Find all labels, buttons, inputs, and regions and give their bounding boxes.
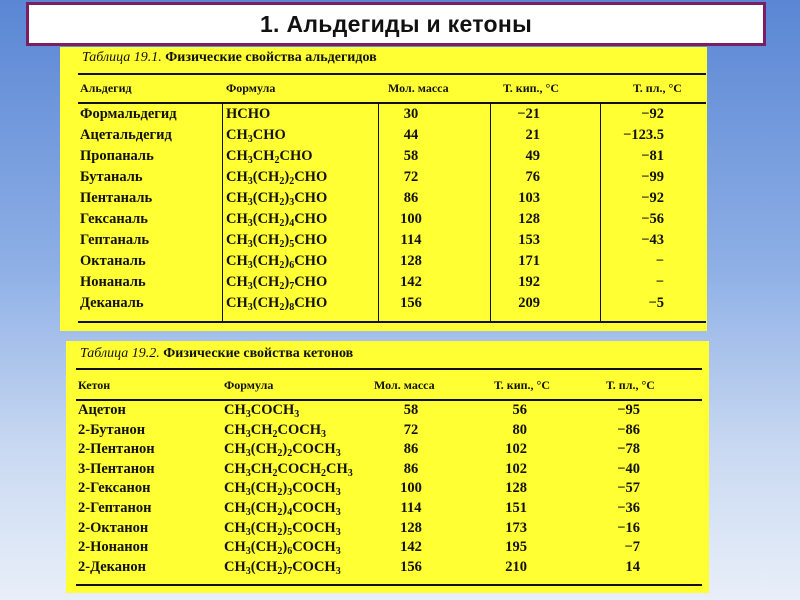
row-name: 2-Деканон (78, 558, 147, 575)
row-mp: 14 (625, 558, 640, 575)
ketones-header-mass: Мол. масса (374, 378, 435, 392)
row-formula (224, 500, 341, 517)
row-mass: 100 (400, 480, 422, 497)
row-bp: 21 (525, 127, 540, 143)
row-mp: −99 (641, 169, 664, 185)
formula-part: COCH (292, 539, 336, 556)
row-bp: 76 (525, 169, 540, 185)
formula-part: CHO (294, 190, 328, 206)
formula-subscript: 2 (277, 448, 283, 460)
formula-part: ) (284, 274, 290, 290)
formula-subscript: 2 (279, 176, 285, 187)
row-bp: 210 (505, 558, 527, 575)
row-name: Октаналь (80, 253, 146, 269)
formula-subscript: 3 (247, 134, 253, 145)
formula-subscript: 3 (347, 467, 353, 479)
row-name: Гептаналь (80, 232, 149, 248)
formula-subscript: 3 (247, 260, 253, 271)
row-formula (226, 148, 313, 165)
formula-subscript: 3 (245, 507, 251, 518)
formula-part: CH (226, 127, 248, 143)
formula-subscript: 2 (289, 176, 295, 187)
formula-part: CHO (294, 232, 328, 248)
row-bp: 102 (505, 441, 527, 458)
row-bp: 128 (518, 211, 540, 227)
row-mp: −123.5 (623, 127, 664, 143)
formula-subscript: 3 (294, 409, 300, 420)
formula-part: COCH (292, 519, 336, 536)
row-formula (226, 274, 327, 291)
formula-subscript: 6 (289, 260, 295, 271)
row-name: Пентаналь (80, 190, 153, 206)
formula-part: CH (326, 460, 348, 477)
row-bp: 192 (518, 274, 540, 290)
formula-subscript: 3 (247, 239, 253, 250)
formula-part: CHO (294, 274, 328, 290)
formula-part: (CH (250, 480, 278, 497)
formula-subscript: 3 (245, 565, 251, 577)
row-formula (224, 520, 341, 537)
row-mp: −36 (617, 500, 640, 516)
row-mp: −92 (641, 106, 664, 122)
formula-part: ) (282, 519, 288, 536)
formula-part: ) (282, 558, 288, 575)
row-bp: 173 (505, 519, 527, 536)
aldehydes-header-name: Альдегид (80, 81, 132, 95)
row-mass: 142 (400, 274, 422, 290)
formula-part: (CH (250, 441, 278, 458)
formula-part: COCH (292, 558, 336, 575)
row-formula (226, 190, 327, 207)
formula-part: (CH (250, 558, 278, 575)
row-name: 3-Пентанон (78, 460, 155, 477)
slide-title-box (26, 2, 766, 46)
ketones-caption-text: Физические свойства кетонов (163, 346, 354, 361)
aldehydes-caption-text: Физические свойства альдегидов (165, 50, 377, 65)
row-mass: 156 (400, 295, 422, 311)
formula-part: ) (284, 211, 290, 227)
formula-subscript: 2 (272, 467, 278, 479)
row-mass: 114 (400, 500, 422, 516)
formula-part: CH (224, 460, 246, 477)
formula-subscript: 3 (335, 565, 341, 577)
formula-subscript: 4 (289, 218, 295, 229)
formula-subscript: 3 (247, 176, 253, 187)
row-mass: 72 (403, 421, 419, 438)
row-mass: 58 (403, 402, 419, 418)
formula-subscript: 2 (279, 260, 285, 271)
formula-part: CH (252, 148, 275, 164)
formula-part: COCH (292, 480, 336, 497)
aldehydes-header-rule (78, 102, 706, 104)
formula-part: CH (226, 148, 248, 164)
formula-part: CH (250, 421, 273, 438)
formula-part: ) (282, 480, 288, 497)
ketones-header-bp: Т. кип., °С (494, 378, 551, 392)
aldehydes-header-mass: Мол. масса (388, 81, 449, 95)
formula-subscript: 2 (274, 155, 280, 166)
row-mp: −5 (648, 295, 664, 311)
row-name: Нонаналь (80, 274, 146, 290)
aldehydes-header-formula: Формула (226, 81, 276, 95)
formula-subscript: 6 (287, 546, 293, 558)
formula-subscript: 2 (279, 281, 285, 292)
formula-subscript: 3 (245, 487, 251, 499)
ketones-table (66, 341, 709, 593)
formula-part: ) (284, 295, 290, 311)
row-mp: −95 (617, 402, 640, 418)
row-mass: 86 (403, 190, 419, 206)
formula-subscript: 3 (335, 487, 341, 499)
row-mp: −56 (641, 211, 664, 227)
formula-part: CH (224, 539, 246, 556)
formula-subscript: 2 (277, 565, 283, 577)
formula-subscript: 3 (245, 428, 251, 440)
row-formula (226, 295, 327, 312)
formula-part: (CH (250, 539, 278, 556)
aldehydes-col-divider (600, 104, 601, 322)
formula-part: (CH (252, 295, 280, 311)
formula-subscript: 2 (277, 507, 283, 518)
row-formula (224, 539, 341, 556)
formula-part: ) (284, 232, 290, 248)
row-formula (224, 480, 341, 497)
formula-subscript: 3 (245, 546, 251, 558)
row-bp: 103 (518, 190, 540, 206)
row-mass: 156 (400, 558, 422, 575)
row-formula (226, 127, 286, 144)
ketones-caption-number: Таблица 19.2. (80, 346, 160, 361)
aldehydes-col-divider (490, 104, 491, 322)
formula-part: ) (282, 539, 288, 556)
formula-subscript: 3 (289, 197, 295, 208)
formula-subscript: 2 (321, 467, 326, 479)
row-formula (224, 461, 353, 478)
row-name: Ацетон (78, 402, 126, 418)
formula-part: CH (226, 169, 248, 185)
row-mass: 86 (403, 441, 419, 458)
formula-subscript: 3 (247, 155, 253, 166)
formula-part: COCH (277, 421, 321, 438)
formula-part: CH (226, 295, 248, 311)
formula-subscript: 3 (287, 487, 293, 499)
formula-part: CH (226, 274, 248, 290)
formula-subscript: 2 (277, 487, 283, 499)
formula-subscript: 2 (272, 428, 278, 440)
row-formula (226, 106, 270, 123)
ketones-header-rule (76, 399, 702, 401)
formula-subscript: 3 (321, 428, 326, 440)
row-mp: −86 (617, 421, 640, 438)
ketones-header-formula: Формула (224, 378, 274, 392)
formula-part: CH (224, 480, 246, 497)
row-bp: 128 (505, 480, 527, 497)
formula-part: CH (250, 460, 273, 477)
row-name: 2-Бутанон (78, 421, 146, 438)
row-name: 2-Нонанон (78, 539, 149, 556)
row-name: Гексаналь (80, 211, 148, 227)
formula-part: HCHO (226, 106, 271, 122)
formula-subscript: 2 (279, 218, 285, 229)
formula-part: ) (284, 253, 290, 269)
formula-subscript: 3 (245, 448, 251, 460)
formula-subscript: 2 (279, 302, 285, 313)
row-mass: 114 (400, 232, 422, 248)
formula-part: (CH (252, 232, 280, 248)
formula-part: CHO (252, 127, 286, 143)
row-formula (226, 169, 327, 186)
row-bp: 153 (518, 232, 540, 248)
formula-subscript: 5 (289, 239, 295, 250)
row-bp: 56 (512, 402, 527, 418)
formula-part: COCH (292, 441, 336, 458)
formula-part: CH (224, 421, 246, 438)
row-bp: 151 (505, 500, 527, 516)
formula-subscript: 3 (247, 218, 253, 229)
row-mp: −40 (617, 460, 640, 477)
row-mass: 72 (403, 169, 419, 185)
formula-subscript: 3 (335, 546, 341, 558)
formula-part: CH (224, 519, 246, 536)
row-mass: 100 (400, 211, 422, 227)
row-mass: 30 (403, 106, 419, 122)
formula-part: (CH (252, 211, 280, 227)
row-mp: −57 (617, 480, 640, 497)
ketones-top-rule (76, 368, 702, 370)
formula-part: CH (226, 253, 248, 269)
row-mass: 86 (403, 460, 419, 477)
row-formula (224, 441, 341, 458)
formula-part: CHO (294, 295, 328, 311)
aldehydes-header-mp: Т. пл., °С (633, 81, 682, 95)
aldehydes-top-rule (78, 73, 706, 75)
row-mp: −16 (617, 519, 640, 536)
formula-subscript: 3 (335, 448, 341, 460)
row-mp: −81 (641, 148, 664, 164)
aldehydes-caption-number: Таблица 19.1. (82, 50, 162, 65)
formula-subscript: 2 (287, 448, 293, 460)
formula-part: (CH (252, 169, 280, 185)
formula-part: CHO (279, 148, 313, 164)
aldehydes-col-divider (378, 104, 379, 322)
formula-part: CH (226, 190, 248, 206)
row-mp: −92 (641, 190, 664, 206)
formula-part: CH (226, 232, 248, 248)
row-name: Ацетальдегид (80, 127, 172, 143)
row-name: 2-Гептанон (78, 500, 152, 516)
formula-subscript: 7 (289, 281, 295, 292)
formula-part: CH (224, 558, 246, 575)
aldehydes-header-bp: Т. кип., °С (503, 81, 560, 95)
formula-subscript: 3 (247, 197, 253, 208)
formula-part: COCH (292, 500, 336, 516)
formula-subscript: 3 (335, 507, 341, 518)
formula-subscript: 2 (277, 546, 283, 558)
formula-part: ) (284, 190, 290, 206)
formula-subscript: 5 (287, 526, 293, 538)
formula-subscript: 2 (277, 526, 283, 538)
row-formula (226, 232, 327, 249)
row-bp: 195 (505, 539, 527, 556)
row-mass: 58 (403, 148, 419, 164)
formula-part: (CH (250, 519, 278, 536)
formula-part: CH (224, 441, 246, 458)
row-name: Деканаль (80, 295, 144, 311)
ketones-bottom-rule (76, 584, 702, 586)
row-name: 2-Гексанон (78, 480, 151, 497)
formula-part: (CH (252, 253, 280, 269)
formula-part: CHO (294, 211, 328, 227)
formula-part: ) (284, 169, 290, 185)
aldehydes-col-divider (222, 104, 223, 322)
formula-part: CH (224, 402, 246, 418)
formula-part: COCH (250, 402, 295, 418)
formula-subscript: 3 (245, 526, 251, 538)
row-formula (226, 211, 327, 228)
formula-subscript: 7 (287, 565, 293, 577)
row-name: 2-Пентанон (78, 441, 155, 458)
row-mp: −43 (641, 232, 664, 248)
aldehydes-bottom-rule (78, 321, 706, 323)
ketones-caption (80, 346, 353, 362)
row-bp: 102 (505, 460, 527, 477)
formula-subscript: 2 (279, 197, 285, 208)
formula-subscript: 3 (245, 409, 251, 420)
formula-subscript: 3 (335, 526, 341, 538)
formula-subscript: 2 (279, 239, 285, 250)
row-mass: 44 (403, 127, 419, 143)
formula-part: CHO (294, 253, 328, 269)
formula-part: CH (226, 211, 248, 227)
aldehydes-table (60, 47, 707, 331)
row-name: Бутаналь (80, 169, 143, 185)
row-name: 2-Октанон (78, 519, 149, 536)
formula-part: ) (282, 441, 288, 458)
formula-part: (CH (252, 190, 280, 206)
row-name: Формальдегид (80, 106, 177, 122)
row-formula (224, 402, 299, 419)
row-bp: 209 (518, 295, 540, 311)
formula-part: COCH (277, 460, 321, 477)
formula-part: ) (282, 500, 288, 516)
formula-subscript: 8 (289, 302, 295, 313)
row-mp: −78 (617, 441, 640, 458)
row-bp: 49 (525, 148, 540, 164)
row-mass: 128 (400, 519, 422, 536)
ketones-header-mp: Т. пл., °С (606, 378, 655, 392)
row-bp: 80 (512, 421, 527, 438)
row-bp: 171 (518, 253, 540, 269)
row-bp: −21 (517, 106, 540, 122)
row-mp: − (655, 274, 664, 290)
formula-part: CH (224, 500, 246, 516)
formula-part: CHO (294, 169, 328, 185)
row-mass: 142 (400, 539, 422, 556)
formula-part: (CH (250, 500, 278, 516)
formula-subscript: 3 (247, 302, 253, 313)
formula-subscript: 3 (247, 281, 253, 292)
formula-subscript: 3 (245, 467, 251, 479)
row-formula (226, 253, 327, 270)
aldehydes-caption (82, 50, 377, 66)
row-mass: 128 (400, 253, 422, 269)
formula-subscript: 4 (287, 507, 293, 518)
row-mp: − (655, 253, 664, 269)
slide-title: 1. Альдегиды и кетоны (259, 10, 533, 37)
row-mp: −7 (624, 539, 640, 556)
row-formula (224, 559, 341, 576)
row-formula (224, 422, 326, 439)
ketones-header-name: Кетон (78, 378, 111, 392)
formula-part: (CH (252, 274, 280, 290)
row-name: Пропаналь (80, 148, 154, 164)
